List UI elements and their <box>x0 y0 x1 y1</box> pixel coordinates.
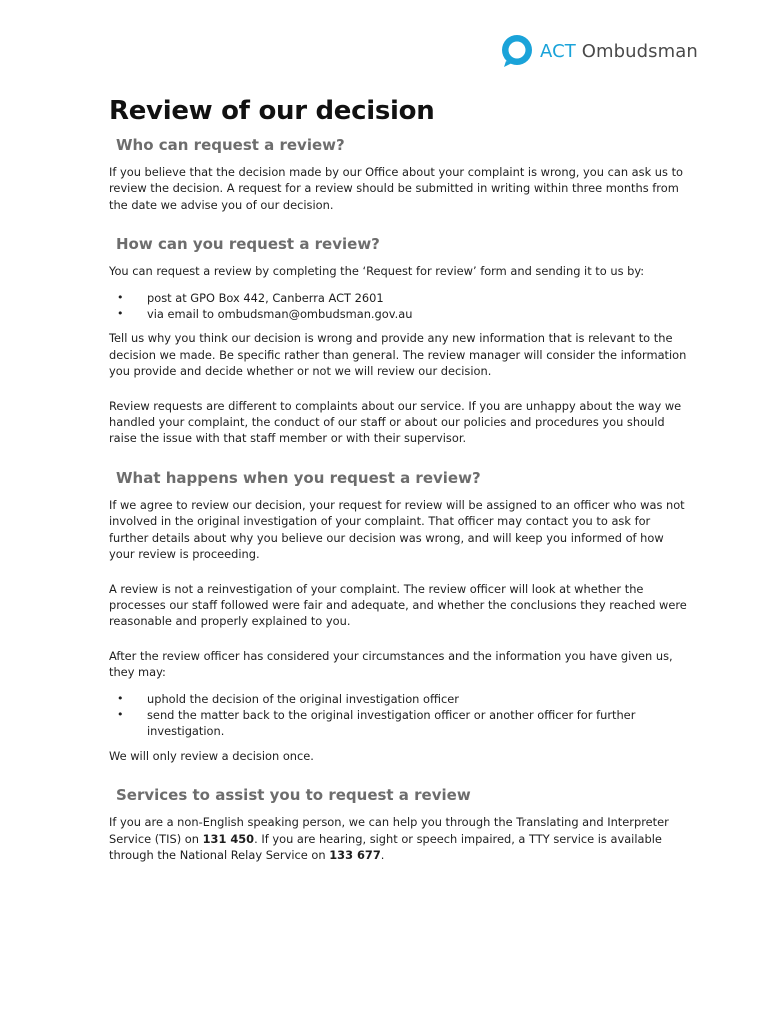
list-item: • via email to ombudsman@ombudsman.gov.au <box>117 307 413 322</box>
how-paragraph-2: Tell us why you think our decision is wrong and provide any new information that is relevant to the decision we made. Be specific rather than general. The review manager will consider the information you provide and decide whether or not we will review our decision. <box>109 331 687 379</box>
heading-what-happens: What happens when you request a review? <box>116 468 481 487</box>
what-bullet-list <box>109 691 689 740</box>
heading-who-can-request: Who can request a review? <box>116 136 345 154</box>
speech-bubble-logo-icon <box>500 34 534 68</box>
document-body <box>109 96 689 873</box>
bullet-icon: • <box>117 307 124 321</box>
heading-services: Services to assist you to request a review <box>116 786 471 805</box>
how-paragraph-3: Review requests are different to complaints about our service. If you are unhappy about the way we handled your complaint, the conduct of our staff or about our policies and procedures you should raise the issue with that staff member or with their supervisor. <box>109 398 682 446</box>
bullet-icon: • <box>117 707 124 721</box>
heading-how-to-request: How can you request a review? <box>116 235 380 254</box>
tis-phone-number: 131 450 <box>202 831 255 846</box>
who-paragraph-1: If you believe that the decision made by our Office about your complaint is wrong, you can ask us to review the decision. A request for a review should be submitted in writing within three months from the date we advise you of our decision. <box>109 165 684 212</box>
page-title: Review of our decision <box>109 96 435 126</box>
logo-text-act: ACT <box>540 40 576 62</box>
how-bullet-list <box>109 290 689 323</box>
what-paragraph-2: A review is not a reinvestigation of your complaint. The review officer will look at whether the processes our staff followed were fair and adequate, and whether the conclusions they reached were reasonable and properly explained to you. <box>109 581 687 629</box>
list-item: • post at GPO Box 442, Canberra ACT 2601 <box>117 290 384 305</box>
what-paragraph-4: We will only review a decision once. <box>109 748 314 763</box>
list-item: • send the matter back to the original investigation officer or another officer for further investigation. <box>117 707 636 739</box>
how-paragraph-1: You can request a review by completing the ‘Request for review’ form and sending it to us by: <box>109 264 645 279</box>
nrs-phone-number: 133 677 <box>329 847 381 862</box>
act-ombudsman-logo <box>500 34 698 68</box>
logo-wordmark <box>540 41 698 62</box>
logo-text-ombudsman: Ombudsman <box>575 40 698 62</box>
bullet-icon: • <box>117 691 124 705</box>
bullet-icon: • <box>117 290 124 304</box>
what-paragraph-1: If we agree to review our decision, your request for review will be assigned to an officer who was not involved in the original investigation of your complaint. That officer may contact you to ask for further details about why you believe our decision was wrong, and will keep you informed of how your review is proceeding. <box>109 497 685 562</box>
list-item: • uphold the decision of the original investigation officer <box>117 691 459 706</box>
what-paragraph-3: After the review officer has considered your circumstances and the information you have given us, they may: <box>109 648 673 680</box>
services-paragraph-1: If you are a non-English speaking person, we can help you through the Translating and Interpreter Service (TIS) on 131 450. If you are hearing, sight or speech impaired, a TTY service is available through the National Relay Service on 133 677. <box>109 815 669 862</box>
